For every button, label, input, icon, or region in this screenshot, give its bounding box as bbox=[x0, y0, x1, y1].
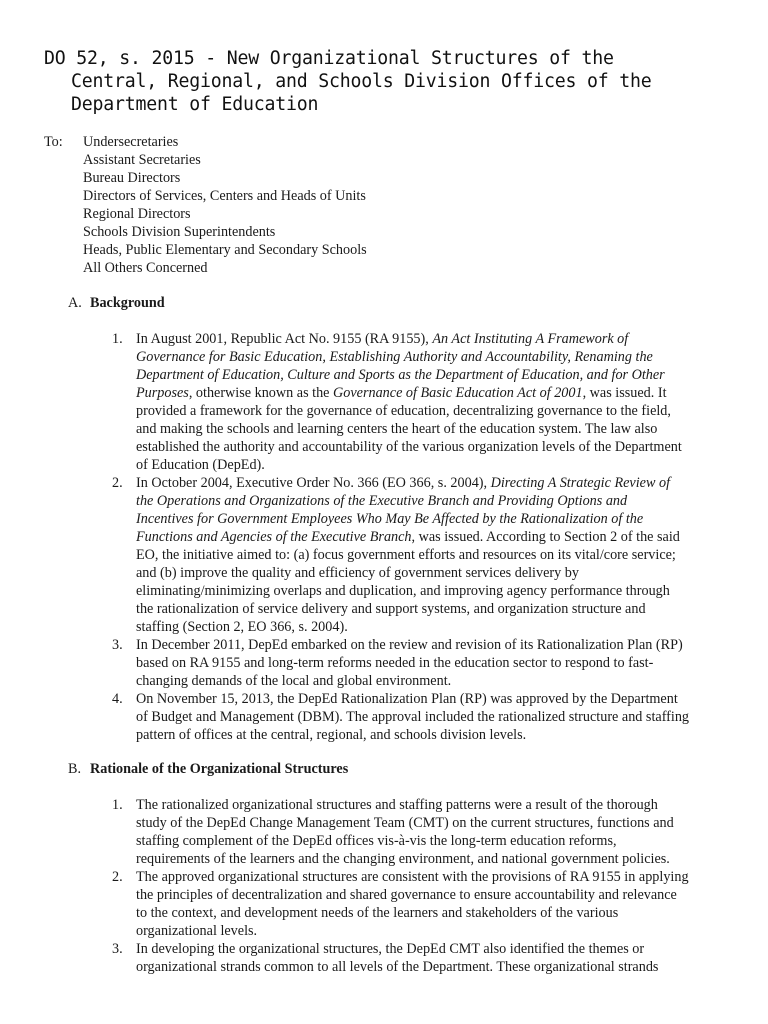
text-segment: established the authority and accountability of the various organization levels of the Department bbox=[136, 439, 682, 455]
italic-text: Purposes bbox=[136, 385, 189, 401]
paragraph-line bbox=[136, 528, 727, 546]
to-label: To: bbox=[44, 134, 63, 150]
paragraph-line bbox=[136, 814, 727, 832]
paragraph-line bbox=[136, 904, 727, 922]
paragraph-line bbox=[136, 832, 727, 850]
recipient-item: Regional Directors bbox=[83, 206, 191, 222]
item-number: 1. bbox=[112, 331, 123, 347]
paragraph-line bbox=[136, 958, 727, 976]
recipient-list bbox=[83, 133, 367, 277]
paragraph-line bbox=[136, 868, 727, 886]
paragraph-line bbox=[136, 510, 727, 528]
paragraph-line bbox=[136, 672, 727, 690]
italic-text: Incentives for Government Employees Who May Be Affected by the Rationalization of the bbox=[136, 511, 644, 527]
paragraph-line bbox=[136, 420, 727, 438]
text-segment: the rationalization of service delivery and support systems, and organization structure and bbox=[136, 601, 646, 617]
recipient-item: Undersecretaries bbox=[83, 134, 179, 150]
item-number: 2. bbox=[112, 475, 123, 491]
paragraph-line bbox=[136, 474, 727, 492]
section-letter: B. bbox=[68, 761, 82, 777]
paragraph-line bbox=[136, 348, 727, 366]
paragraph-line bbox=[136, 708, 727, 726]
text-segment: staffing (Section 2, EO 366, s. 2004). bbox=[136, 619, 348, 635]
text-segment: In August 2001, Republic Act No. 9155 (RA 9155), bbox=[136, 331, 433, 347]
paragraph-line bbox=[136, 886, 727, 904]
text-segment: In developing the organizational structures, the DepEd CMT also identified the themes or bbox=[136, 941, 645, 957]
list-item bbox=[112, 796, 727, 868]
paragraph-line bbox=[136, 438, 727, 456]
text-segment: and (b) improve the quality and efficiency of government services delivery by bbox=[136, 565, 579, 581]
paragraph-line bbox=[136, 330, 727, 348]
italic-text: Functions and Agencies of the Executive Branch bbox=[136, 529, 412, 545]
recipient-item: Schools Division Superintendents bbox=[83, 224, 276, 240]
italic-text: the Operations and Organizations of the Executive Branch and Providing Options and bbox=[136, 493, 628, 509]
text-segment: In October 2004, Executive Order No. 366 (EO 366, s. 2004), bbox=[136, 475, 491, 491]
paragraph-line bbox=[136, 546, 727, 564]
item-number: 4. bbox=[112, 691, 123, 707]
paragraph-line bbox=[136, 492, 727, 510]
document-title bbox=[44, 47, 744, 116]
paragraph-line bbox=[136, 402, 727, 420]
paragraph-line bbox=[136, 726, 727, 744]
list-item bbox=[112, 330, 727, 474]
text-segment: study of the DepEd Change Management Team (CMT) on the current structures, functions and bbox=[136, 815, 674, 831]
text-segment: staffing complement of the DepEd offices vis-à-vis the long-term education reforms, bbox=[136, 833, 617, 849]
text-segment: On November 15, 2013, the DepEd Rationalization Plan (RP) was approved by the Department bbox=[136, 691, 678, 707]
title-line: DO 52, s. 2015 - New Organizational Structures of the bbox=[44, 48, 614, 69]
recipient-item: Assistant Secretaries bbox=[83, 152, 201, 168]
section-heading-background bbox=[68, 294, 718, 312]
text-segment: based on RA 9155 and long-term reforms needed in the education sector to respond to fast- bbox=[136, 655, 654, 671]
paragraph-line bbox=[136, 618, 727, 636]
section-heading-rationale bbox=[68, 760, 718, 778]
item-number: 1. bbox=[112, 797, 123, 813]
text-segment: organizational levels. bbox=[136, 923, 258, 939]
text-segment: of Education (DepEd). bbox=[136, 457, 265, 473]
text-segment: organizational strands common to all levels of the Department. These organizational strands bbox=[136, 959, 659, 975]
text-segment: the principles of decentralization and shared governance to ensure accountability and relevance bbox=[136, 887, 677, 903]
text-segment: eliminating/minimizing overlaps and duplication, and improving agency performance through bbox=[136, 583, 670, 599]
paragraph-line bbox=[136, 922, 727, 940]
text-segment: EO, the initiative aimed to: (a) focus government efforts and resources on its vital/core service; bbox=[136, 547, 676, 563]
text-segment: The approved organizational structures are consistent with the provisions of RA 9155 in applying bbox=[136, 869, 689, 885]
item-number: 3. bbox=[112, 941, 123, 957]
title-line: Department of Education bbox=[71, 94, 319, 115]
paragraph-line bbox=[136, 636, 727, 654]
text-segment: In December 2011, DepEd embarked on the review and revision of its Rationalization Plan (RP) bbox=[136, 637, 683, 653]
text-segment: , was issued. According to Section 2 of the said bbox=[411, 529, 680, 545]
text-segment: requirements of the learners and the changing environment, and national government policies. bbox=[136, 851, 670, 867]
italic-text: Governance for Basic Education, Establishing Authority and Accountability, Renaming the bbox=[136, 349, 653, 365]
italic-text: Directing A Strategic Review of bbox=[490, 475, 671, 491]
text-segment: to the context, and development needs of the learners and stakeholders of the various bbox=[136, 905, 619, 921]
paragraph-line bbox=[136, 564, 727, 582]
list-item bbox=[112, 636, 727, 690]
list-item bbox=[112, 940, 727, 976]
paragraph-line bbox=[136, 600, 727, 618]
section-letter: A. bbox=[68, 295, 82, 311]
text-segment: and making the schools and learning centers the heart of the education system. The law also bbox=[136, 421, 658, 437]
section-title: Background bbox=[90, 295, 165, 311]
paragraph-line bbox=[136, 582, 727, 600]
paragraph-line bbox=[136, 796, 727, 814]
paragraph-line bbox=[136, 690, 727, 708]
list-item bbox=[112, 690, 727, 744]
recipient-item: All Others Concerned bbox=[83, 260, 208, 276]
paragraph-line bbox=[136, 384, 727, 402]
paragraph-line bbox=[136, 850, 727, 868]
recipient-item: Heads, Public Elementary and Secondary Schools bbox=[83, 242, 367, 258]
list-item bbox=[112, 474, 727, 636]
recipient-item: Bureau Directors bbox=[83, 170, 181, 186]
list-item bbox=[112, 868, 727, 940]
rationale-list bbox=[112, 796, 727, 976]
background-list bbox=[112, 330, 727, 744]
paragraph-line bbox=[136, 456, 727, 474]
italic-text: Governance of Basic Education Act of 2001 bbox=[333, 385, 583, 401]
italic-text: An Act Instituting A Framework of bbox=[432, 331, 629, 347]
section-title: Rationale of the Organizational Structures bbox=[90, 761, 349, 777]
italic-text: Department of Education, Culture and Sports as the Department of Education, and for Other bbox=[136, 367, 665, 383]
text-segment: provided a framework for the governance of education, decentralizing governance to the field, bbox=[136, 403, 671, 419]
text-segment: , was issued. It bbox=[582, 385, 667, 401]
text-segment: , otherwise known as the bbox=[188, 385, 334, 401]
item-number: 2. bbox=[112, 869, 123, 885]
text-segment: pattern of offices at the central, regional, and schools division levels. bbox=[136, 727, 527, 743]
recipient-item: Directors of Services, Centers and Heads of Units bbox=[83, 188, 366, 204]
paragraph-line bbox=[136, 940, 727, 958]
text-segment: changing demands of the local and global environment. bbox=[136, 673, 452, 689]
paragraph-line bbox=[136, 366, 727, 384]
text-segment: of Budget and Management (DBM). The approval included the rationalized structure and staffing bbox=[136, 709, 690, 725]
title-line: Central, Regional, and Schools Division Offices of the bbox=[71, 71, 652, 92]
paragraph-line bbox=[136, 654, 727, 672]
text-segment: The rationalized organizational structures and staffing patterns were a result of the thorough bbox=[136, 797, 658, 813]
item-number: 3. bbox=[112, 637, 123, 653]
